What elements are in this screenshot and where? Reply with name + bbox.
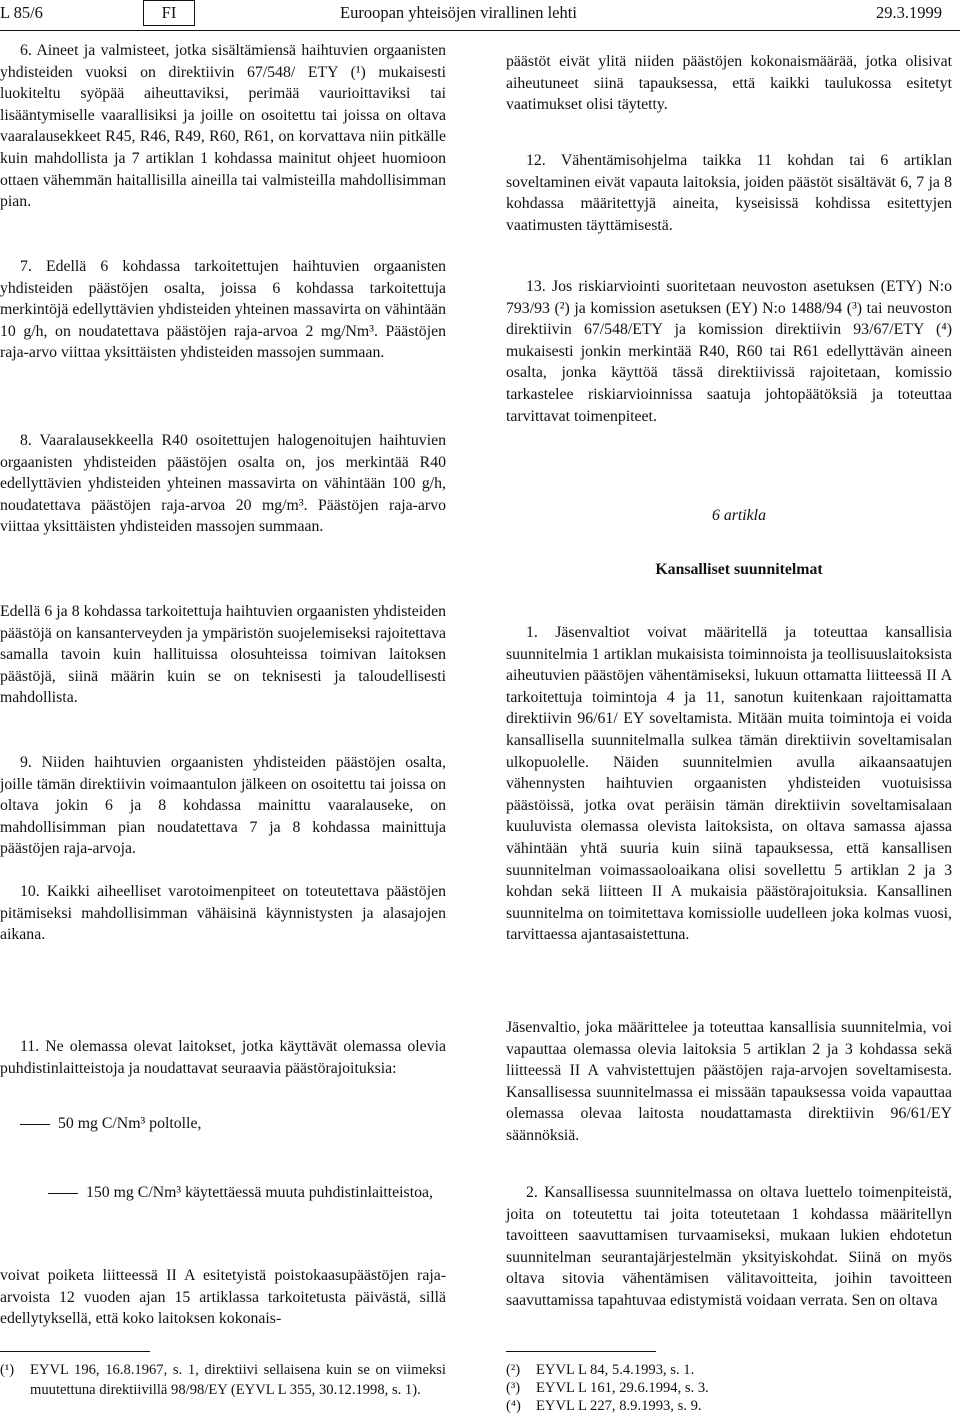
footnote-4 (506, 1396, 952, 1416)
left-column-block-8b (0, 601, 446, 709)
left-column-block-10 (0, 881, 446, 946)
right-column-block-a1 (506, 622, 952, 946)
left-column-block-11 (0, 1036, 446, 1079)
header-rule (0, 30, 960, 31)
paragraph-12: 12. Vähentämisohjelma taikka 11 kohdan tai 6 artiklan soveltaminen eivät vapauta laitoksia, joiden päästöt sisältävät 6, 7 ja 8 kohdassa määritettyjä aineita, kyseisissä kohdissa esitettyjen vaatimusten täyttämisestä. (506, 152, 952, 234)
footnote-2 (506, 1360, 952, 1380)
left-column-block-8 (0, 430, 446, 538)
footnote-1 (0, 1360, 446, 1400)
paragraph-7: 7. Edellä 6 kohdassa tarkoitettujen haihtuvien orgaanisten yhdisteiden päästöjen osalta, joissa 6 kohdassa tarkoitettuja merkintöjä edellyttävien yhdisteiden yhteinen massavirta on vähintään 10 g/h, on noudatettava päästöjen raja-arvoa 2 mg/Nm³. Päästöjen raja-arvo viittaa yksittäisten yhdisteiden massojen summaan. (0, 258, 446, 362)
footnote-number: (³) (506, 1380, 521, 1396)
paragraph-8: 8. Vaaralausekkeella R40 osoitettujen halogenoitujen haihtuvien orgaanisten yhdisteiden päästöjen osalta on, jos merkintää R40 edellyttävien yhdisteiden yhteinen massavirta on vähintään 100 g/h, noudatettava päästöjen raja-arvoa 20 mg/m³. Päästöjen raja-arvo viittaa yksittäisten yhdisteiden massojen summaan. (0, 432, 446, 536)
right-column-block-11c (506, 51, 952, 116)
right-column-block-a1b (506, 1017, 952, 1147)
paragraph-11-end: päästöt eivät ylitä niiden päästöjen kokonaismäärää, jotka olisivat aiheutuneet siinä tapauksessa, että kaikki taulukossa esitetyt vaatimukset olisi täytetty. (506, 53, 952, 114)
article-number: 6 artikla (712, 507, 766, 524)
left-column-block-11b (0, 1265, 446, 1330)
footnote-text: EYVL 196, 16.8.1967, s. 1, direktiivi sellaisena kuin se on viimeksi muutettuna direktiivillä 98/98/EY (EYVL L 355, 30.12.1998, s. 1). (30, 1362, 446, 1398)
journal-title: Euroopan yhteisöjen virallinen lehti (340, 3, 577, 22)
footnote-rule-left (0, 1351, 150, 1352)
paragraph-11-continued: voivat poiketa liitteessä II A esitetyistä poistokaasupäästöjen raja-arvoista 12 vuoden ajan 15 artiklassa tarkoitetusta päivästä, sillä edellytyksellä, että koko laitoksen kokonais- (0, 1267, 446, 1328)
paragraph-6: 6. Aineet ja valmisteet, jotka sisältämiensä haihtuvien orgaanisten yhdisteiden vuoksi on direktiivin 67/548/ ETY (¹) mukaisesti luokiteltu syöpää aiheuttaviksi, perimää vaurioittaviksi tai lisääntymiselle vaarallisiksi ja joille on osoitettu tai joissa on oltava vaaralausekkeet R45, R46, R49, R60, R61, on korvattava niin pitkälle kuin mahdollista ja 7 artiklan 1 kohdassa mainitut ohjeet huomioon ottaen vähemmän haitallisilla aineilla tai valmisteilla mahdollisimman pian. (0, 42, 446, 211)
article-paragraph-2: 2. Kansallisessa suunnitelmassa on oltava luettelo toimenpiteistä, joita on toteutettu tai joita toteutetaan 1 kohdassa määritellyn tavoitteen saavuttamisen turvaamiseksi, mukaan lukien ehdotetun suunnitelman seurantajärjestelmän yksityiskohdat. Siinä on myös oltava sitovia vähentämisen välitavoitteita, joihin tavoitteen saavuttamissa tapahtuvaa edistymistä voidaan verrata. Sen on oltava (506, 1184, 952, 1309)
footnote-number: (⁴) (506, 1398, 521, 1414)
footnote-rule-right (506, 1351, 656, 1352)
article-heading-block (506, 505, 952, 527)
paragraph-13: 13. Jos riskiarviointi suoritetaan neuvoston asetuksen (ETY) N:o 793/93 (²) ja komission asetuksen (EY) N:o 1488/94 (³) tai neuvoston direktiivin 67/548/ETY ja komission direktiivin 93/67/ETY (⁴) mukaisesti jonkin merkintää R40, R60 tai R61 edellyttävän aineen osalta, jonka käyttöä tässä direktiivissä rajoitetaan, komissio tarkastelee riskiarvioinnissa saatuja johtopäätöksiä ja toteuttaa tarvittavat toimenpiteet. (506, 278, 952, 425)
paragraph-10: 10. Kaikki aiheelliset varotoimenpiteet on toteutettava päästöjen pitämiseksi mahdollisimman vähäisinä käynnistysten ja alasajojen aikana. (0, 883, 446, 944)
article-paragraph-1: 1. Jäsenvaltiot voivat määritellä ja toteuttaa kansallisia suunnitelmia 1 artiklan mukaisista toiminnoista ja teollisuuslaitoksista aiheutuvien päästöjen vähentämiseksi, lukuun ottamatta liitteessä II A tarkoitettuja toimintoja 4 ja 11, sanotun kuitenkaan rajoittamatta direktiivin 96/61/ EY soveltamista. Mitään muita toimintoja ei voida kansallisella suunnitelmalla sulkea tämän direktiivin soveltamisalan ulkopuolelle. Näiden suunnitelmien avulla aikaansaatujen vähennysten haihtuvien orgaanisten yhdisteiden vuotuisissa päästöissä, jotka ovat peräisin tämän direktiivin soveltamisalaan kuuluvista olemassa olevista laitoksista, on oltava samassa ajassa vähintään yhtä suuria kuin siinä tapauksessa, että kansallisen suunnitelman voimassaoloaikana olisi sovellettu 5 artiklan 2 ja 3 kohdan sekä liitteen II A mukaisia päästörajoituksia. Kansallinen suunnitelma on toimitettava komissiolle uudelleen joka kolmas vuosi, tarvittaessa ajantasaistettuna. (506, 624, 952, 944)
left-column-block-7 (0, 256, 446, 364)
left-column (0, 40, 446, 213)
footnote-number: (²) (506, 1362, 521, 1378)
footnote-text: EYVL L 227, 8.9.1993, s. 9. (536, 1398, 702, 1414)
publication-date: 29.3.1999 (876, 3, 942, 22)
dash-mark (20, 1124, 50, 1125)
dash-mark (48, 1193, 78, 1194)
article-title-block (506, 559, 952, 581)
paragraph-11: 11. Ne olemassa olevat laitokset, jotka käyttävät olemassa olevia puhdistinlaitteistoja ja noudattavat seuraavia päästörajoituksia: (0, 1038, 446, 1077)
dash-item-text: 50 mg C/Nm³ poltolle, (58, 1115, 202, 1132)
page-header (0, 0, 960, 30)
footnote-3 (506, 1378, 952, 1398)
dash-item-1 (0, 1113, 446, 1135)
footnote-text: EYVL L 161, 29.6.1994, s. 3. (536, 1380, 709, 1396)
footnote-text: EYVL L 84, 5.4.1993, s. 1. (536, 1362, 695, 1378)
right-column-block-13 (506, 276, 952, 427)
right-column-block-12 (506, 150, 952, 236)
dash-item-text: 150 mg C/Nm³ käytettäessä muuta puhdistinlaitteistoa, (86, 1184, 433, 1201)
article-paragraph-1-continued: Jäsenvaltio, joka määrittelee ja toteuttaa kansallisia suunnitelmia, voi vapauttaa olemassa olevia laitoksia 5 artiklan 2 ja 3 kohdassa sekä liitteessä II A vahvistettujen päästöjen raja-arvojen soveltamisesta. Kansallisessa suunnitelmassa ei missään tapauksessa voida vapauttaa olemassa olevaa laitosta noudattamasta direktiivin 96/61/EY säännöksiä. (506, 1019, 952, 1144)
dash-item-2 (0, 1182, 446, 1204)
language-badge: FI (143, 0, 195, 26)
paragraph-9: 9. Niiden haihtuvien orgaanisten yhdisteiden päästöjen osalta, joille tämän direktiivin voimaantulon jälkeen on osoitettu tai joissa on oltava jokin 6 ja 8 kohdassa mainittu vaaralauseke, on mahdollisimman pian noudatettava 7 ja 8 kohdassa mainittuja päästöjen raja-arvoja. (0, 754, 446, 858)
left-column-block-9 (0, 752, 446, 860)
right-column-block-a2 (506, 1182, 952, 1312)
footnote-number: (¹) (0, 1362, 15, 1378)
paragraph-8-continued: Edellä 6 ja 8 kohdassa tarkoitettuja haihtuvien orgaanisten yhdisteiden päästöjä on kansanterveyden ja ympäristön suojelemiseksi rajoitettava samalla tavoin kuin hallituissa olosuhteissa toimivan laitoksen päästöjä, siinä määrin kuin se on teknisesti ja taloudellisesti mahdollista. (0, 603, 446, 707)
article-title: Kansalliset suunnitelmat (655, 561, 823, 578)
page-reference: L 85/6 (0, 3, 43, 22)
